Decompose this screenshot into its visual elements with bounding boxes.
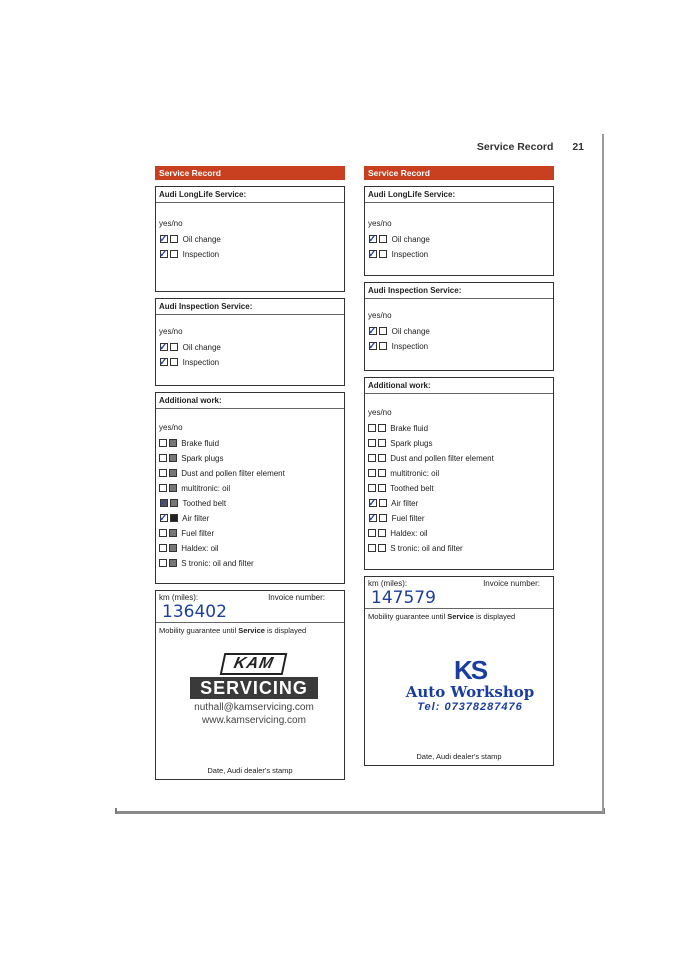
checklist-row: [159, 436, 341, 451]
date-stamp-label: Date, Audi dealer's stamp: [207, 766, 293, 775]
page-number: 21: [572, 141, 584, 153]
checkbox-no[interactable]: [378, 544, 386, 552]
inspection-title: Audi Inspection Service:: [156, 299, 344, 315]
checkbox-no[interactable]: [379, 499, 387, 507]
item-label: Spark plugs: [181, 454, 224, 463]
longlife-title: Audi LongLife Service:: [365, 187, 553, 203]
km-stamp-box: [155, 590, 345, 780]
km-stamp-box: [364, 576, 554, 766]
checklist-row: [159, 466, 341, 481]
checklist-row: [159, 511, 341, 526]
yesno-label: yes/no: [159, 219, 183, 228]
checkbox-no[interactable]: [170, 514, 178, 522]
item-label: Dust and pollen filter element: [390, 454, 494, 463]
checkbox-yes[interactable]: [368, 529, 376, 537]
checklist-row: [159, 340, 341, 355]
item-label: Oil change: [182, 235, 221, 244]
ks-tel: Tel: 07378287476: [417, 701, 523, 713]
checklist-row: [368, 481, 550, 496]
longlife-box: [364, 186, 554, 276]
checklist-row: [368, 466, 550, 481]
checkbox-no[interactable]: [169, 454, 177, 462]
longlife-box: [155, 186, 345, 292]
check-mark-icon: ✓: [368, 326, 377, 337]
checkbox-no[interactable]: [170, 235, 178, 243]
checklist-row: [368, 247, 550, 262]
item-label: Inspection: [391, 250, 429, 259]
check-mark-icon: ✓: [159, 357, 168, 368]
item-label: Oil change: [391, 235, 430, 244]
checkbox-yes[interactable]: [368, 484, 376, 492]
additional-work-box: [364, 377, 554, 570]
checkbox-yes[interactable]: [159, 484, 167, 492]
kam-email: nuthall@kamservicing.com: [194, 702, 314, 713]
checklist-row: [368, 436, 550, 451]
check-mark-icon: ✓: [368, 498, 377, 509]
checklist-row: [368, 541, 550, 556]
item-label: Air filter: [182, 514, 210, 523]
checkbox-yes[interactable]: [368, 469, 376, 477]
item-label: Inspection: [182, 358, 220, 367]
checkbox-yes[interactable]: [159, 529, 167, 537]
check-mark-icon: ✓: [368, 234, 377, 245]
checklist-row: [159, 355, 341, 370]
km-label: km (miles):: [368, 579, 408, 588]
km-label: km (miles):: [159, 593, 199, 602]
checklist-row: [368, 511, 550, 526]
additional-work-box: [155, 392, 345, 584]
additional-work-title: Additional work:: [365, 378, 553, 394]
item-label: Brake fluid: [390, 424, 429, 433]
check-mark-icon: ✓: [368, 249, 377, 260]
item-label: multitronic: oil: [390, 469, 440, 478]
checklist-row: [368, 451, 550, 466]
item-label: Toothed belt: [182, 499, 227, 508]
date-stamp-label: Date, Audi dealer's stamp: [416, 752, 502, 761]
inspection-box: [155, 298, 345, 386]
service-record-right: [364, 166, 554, 772]
checkbox-no[interactable]: [170, 499, 178, 507]
item-label: Inspection: [391, 342, 429, 351]
item-label: Oil change: [391, 327, 430, 336]
kam-logo: KAM: [220, 653, 288, 675]
checkbox-yes[interactable]: [368, 454, 376, 462]
checkbox-no[interactable]: [378, 424, 386, 432]
checkbox-no[interactable]: [170, 343, 178, 351]
item-label: S tronic: oil and filter: [390, 544, 463, 553]
checkbox-yes[interactable]: [159, 559, 167, 567]
additional-work-title: Additional work:: [156, 393, 344, 409]
checkbox-yes[interactable]: [368, 439, 376, 447]
item-label: Haldex: oil: [390, 529, 428, 538]
checklist-row: [159, 496, 341, 511]
check-mark-icon: ✓: [159, 513, 168, 524]
checklist-row: [159, 526, 341, 541]
checkbox-yes[interactable]: [159, 439, 167, 447]
checkbox-yes[interactable]: [159, 469, 167, 477]
service-record-banner: Service Record: [155, 166, 345, 180]
checkbox-no[interactable]: [169, 544, 177, 552]
checklist-row: [159, 541, 341, 556]
yesno-label: yes/no: [159, 327, 183, 336]
kam-servicing-stamp: [184, 653, 324, 727]
item-label: S tronic: oil and filter: [181, 559, 254, 568]
inspection-box: [364, 282, 554, 371]
checklist-row: [368, 496, 550, 511]
item-label: Oil change: [182, 343, 221, 352]
check-mark-icon: ✓: [368, 341, 377, 352]
item-label: Haldex: oil: [181, 544, 219, 553]
item-label: Air filter: [391, 499, 419, 508]
checklist-row: [159, 232, 341, 247]
checkbox-no[interactable]: [379, 327, 387, 335]
checklist-row: [368, 324, 550, 339]
kam-web: www.kamservicing.com: [202, 715, 306, 726]
checkbox-no[interactable]: [379, 250, 387, 258]
yesno-label: yes/no: [368, 408, 392, 417]
checkbox-no[interactable]: [379, 514, 387, 522]
inspection-title: Audi Inspection Service:: [365, 283, 553, 299]
page-header: [477, 141, 584, 153]
checklist-row: [368, 421, 550, 436]
item-label: Brake fluid: [181, 439, 220, 448]
checkbox-yes[interactable]: [368, 424, 376, 432]
checkbox-no[interactable]: [378, 529, 386, 537]
ks-name: Auto Workshop: [405, 683, 535, 701]
check-mark-icon: ✓: [159, 498, 168, 509]
checklist-row: [368, 526, 550, 541]
checklist-row: [368, 339, 550, 354]
check-mark-icon: ✓: [159, 234, 168, 245]
checkbox-no[interactable]: [378, 484, 386, 492]
checkbox-no[interactable]: [170, 358, 178, 366]
longlife-title: Audi LongLife Service:: [156, 187, 344, 203]
kam-name: SERVICING: [190, 677, 318, 699]
invoice-label: Invoice number:: [483, 579, 540, 588]
km-value-handwritten: 136402: [162, 602, 227, 622]
checkbox-yes[interactable]: [159, 544, 167, 552]
item-label: Spark plugs: [390, 439, 433, 448]
checklist-row: [159, 481, 341, 496]
yesno-label: yes/no: [368, 311, 392, 320]
header-title: Service Record: [476, 141, 554, 153]
checkbox-no[interactable]: [170, 250, 178, 258]
checklist-row: [159, 247, 341, 262]
checkbox-no[interactable]: [378, 454, 386, 462]
checklist-row: [368, 232, 550, 247]
yesno-label: yes/no: [368, 219, 392, 228]
service-booklet-page: [117, 134, 604, 814]
checkbox-no[interactable]: [169, 484, 177, 492]
ks-auto-workshop-stamp: [395, 657, 545, 713]
check-mark-icon: ✓: [159, 249, 168, 260]
checkbox-no[interactable]: [379, 235, 387, 243]
item-label: Fuel filter: [181, 529, 215, 538]
checkbox-no[interactable]: [169, 469, 177, 477]
service-record-banner: Service Record: [364, 166, 554, 180]
checkbox-no[interactable]: [378, 469, 386, 477]
item-label: Dust and pollen filter element: [181, 469, 285, 478]
checkbox-yes[interactable]: [368, 544, 376, 552]
km-value-handwritten: 147579: [371, 588, 436, 608]
ks-logo: KS: [453, 655, 487, 685]
checkbox-yes[interactable]: [159, 454, 167, 462]
item-label: multitronic: oil: [181, 484, 231, 493]
checklist-row: [159, 556, 341, 571]
check-mark-icon: ✓: [159, 342, 168, 353]
checkbox-no[interactable]: [169, 559, 177, 567]
item-label: Toothed belt: [390, 484, 434, 493]
checkbox-no[interactable]: [379, 342, 387, 350]
mobility-guarantee-text: Mobility guarantee until Service is displayed: [365, 608, 553, 624]
invoice-label: Invoice number:: [268, 593, 325, 602]
checkbox-no[interactable]: [169, 439, 177, 447]
check-mark-icon: ✓: [368, 513, 377, 524]
checkbox-no[interactable]: [378, 439, 386, 447]
yesno-label: yes/no: [159, 423, 183, 432]
item-label: Inspection: [182, 250, 220, 259]
checklist-row: [159, 451, 341, 466]
mobility-guarantee-text: Mobility guarantee until Service is displayed: [156, 622, 344, 638]
checkbox-no[interactable]: [169, 529, 177, 537]
item-label: Fuel filter: [391, 514, 425, 523]
service-record-left: [155, 166, 345, 786]
